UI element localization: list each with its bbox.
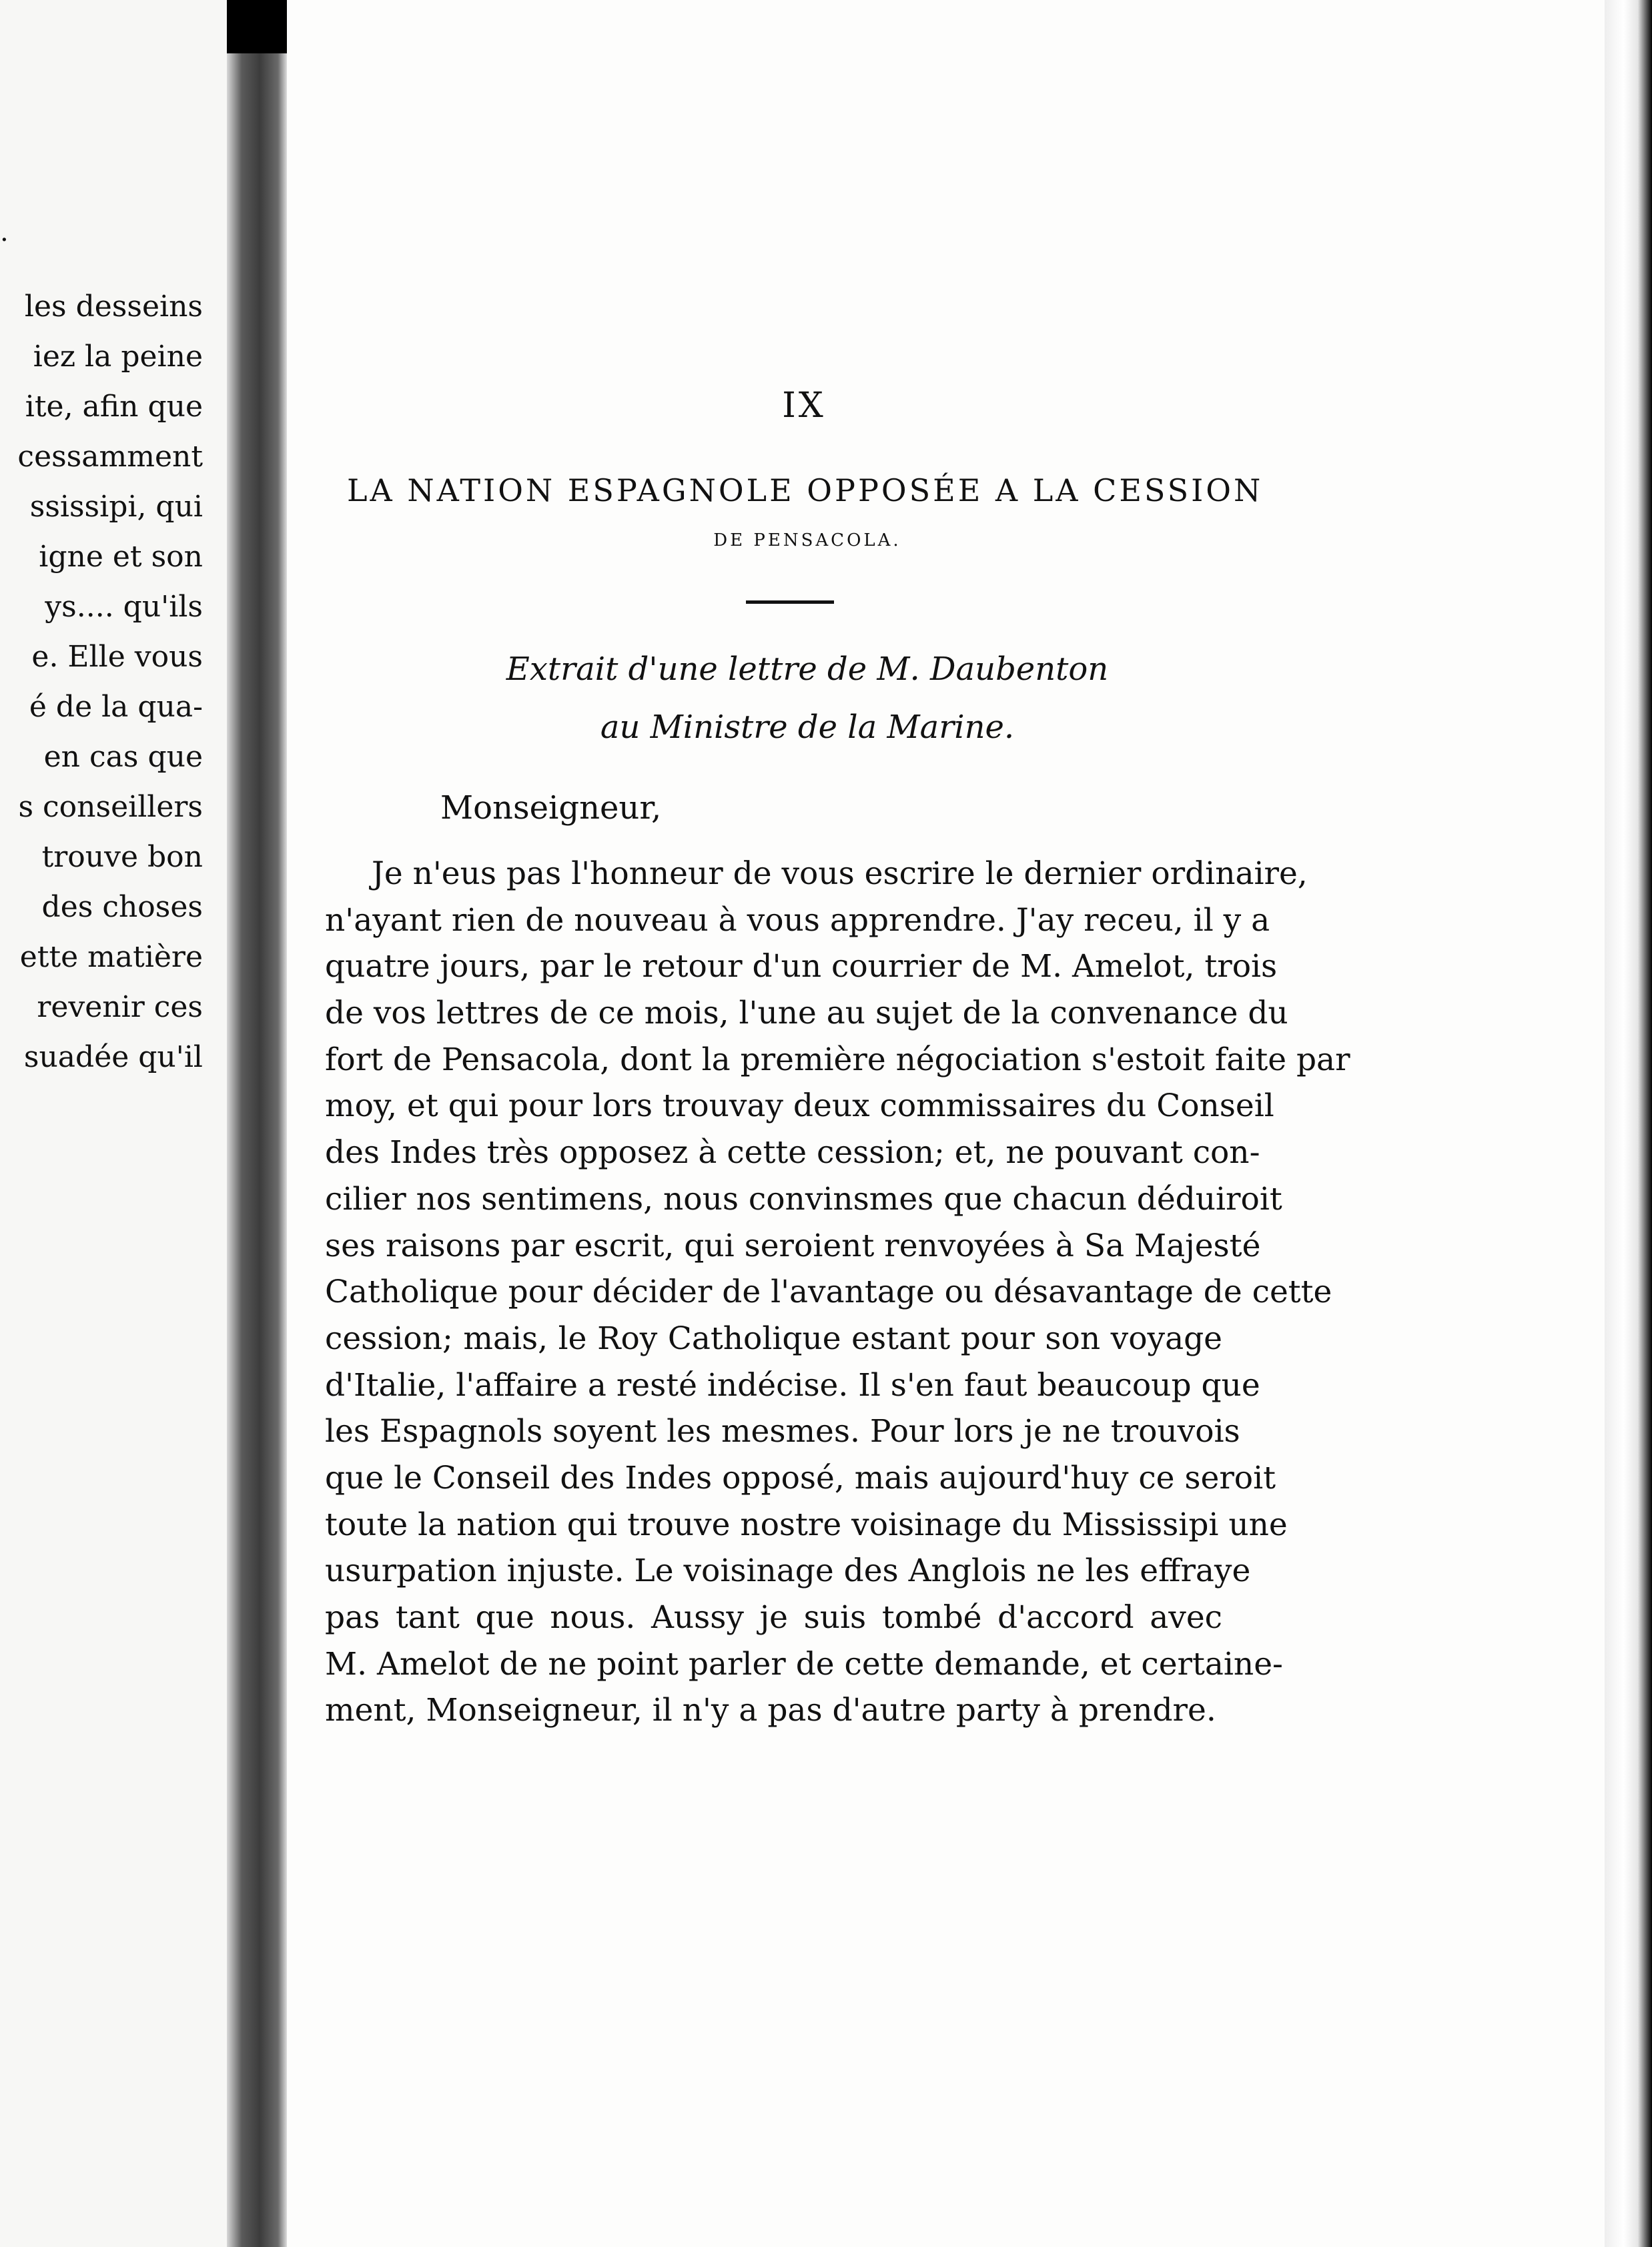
body-line: des Indes très opposez à cette cession; et, ne pouvant con-: [325, 1134, 1260, 1172]
body-line: cilier nos sentimens, nous convinsmes que chacun déduiroit: [325, 1180, 1282, 1218]
body-line: usurpation injuste. Le voisinage des Anglois ne les effraye: [325, 1552, 1251, 1590]
body-line: moy, et qui pour lors trouvay deux commissaires du Conseil: [325, 1087, 1274, 1125]
left-page-line: igne et son: [39, 540, 203, 574]
section-divider: [746, 600, 834, 604]
left-page-line: ette matière: [19, 940, 203, 974]
body-line: toute la nation qui trouve nostre voisinage du Mississipi une: [325, 1506, 1288, 1543]
left-page-line: revenir ces: [37, 990, 203, 1024]
letter-body: [325, 851, 1350, 1734]
page-edge: [1605, 0, 1652, 2247]
left-page-mark: .: [0, 217, 9, 248]
extract-heading-line-1: Extrait d'une lettre de M. Daubenton: [506, 650, 1109, 688]
body-line: que le Conseil des Indes opposé, mais aujourd'huy ce seroit: [325, 1459, 1276, 1496]
extract-heading-line-2: au Ministre de la Marine.: [600, 709, 1015, 746]
body-line: d'Italie, l'affaire a resté indécise. Il s'en faut beaucoup que: [325, 1366, 1260, 1404]
left-page-line: les desseins: [24, 290, 203, 324]
left-page-line: suadée qu'il: [23, 1040, 203, 1074]
left-page-fragment: [0, 0, 227, 2247]
book-gutter: [227, 0, 287, 2247]
chapter-title: LA NATION ESPAGNOLE OPPOSÉE A LA CESSION: [347, 472, 1264, 508]
left-page-line: e. Elle vous: [31, 640, 203, 674]
salutation: Monseigneur,: [440, 789, 662, 827]
body-line: Je n'eus pas l'honneur de vous escrire le dernier ordinaire,: [372, 855, 1308, 892]
body-line: pas tant que nous. Aussy je suis tombé d'accord avec: [325, 1599, 1222, 1636]
body-line: les Espagnols soyent les mesmes. Pour lors je ne trouvois: [325, 1413, 1240, 1450]
left-page-line: ite, afin que: [25, 390, 203, 424]
left-page-line: ssissipi, qui: [29, 490, 203, 524]
body-line: Catholique pour décider de l'avantage ou désavantage de cette: [325, 1274, 1332, 1311]
left-page-line: trouve bon: [41, 840, 203, 874]
body-line: n'ayant rien de nouveau à vous apprendre. J'ay receu, il y a: [325, 901, 1270, 939]
body-line: de vos lettres de ce mois, l'une au sujet de la convenance du: [325, 995, 1288, 1032]
left-page-line: des choses: [41, 890, 203, 924]
body-line: M. Amelot de ne point parler de cette demande, et certaine-: [325, 1645, 1283, 1683]
body-line: ses raisons par escrit, qui seroient renvoyées à Sa Majesté: [325, 1227, 1261, 1264]
left-page-line: s conseillers: [18, 790, 203, 824]
left-page-line: en cas que: [43, 740, 203, 774]
body-line: quatre jours, par le retour d'un courrier de M. Amelot, trois: [325, 948, 1278, 985]
body-line: ment, Monseigneur, il n'y a pas d'autre party à prendre.: [325, 1692, 1216, 1729]
left-page-line: cessamment: [17, 440, 203, 474]
chapter-number: IX: [782, 386, 826, 426]
left-page-line: iez la peine: [33, 340, 203, 374]
body-line: fort de Pensacola, dont la première négociation s'estoit faite par: [325, 1041, 1350, 1078]
body-line: cession; mais, le Roy Catholique estant pour son voyage: [325, 1320, 1222, 1357]
left-page-line: ys.... qu'ils: [45, 590, 203, 624]
chapter-subtitle: DE PENSACOLA.: [713, 530, 901, 550]
left-page-line: é de la qua-: [29, 690, 203, 724]
